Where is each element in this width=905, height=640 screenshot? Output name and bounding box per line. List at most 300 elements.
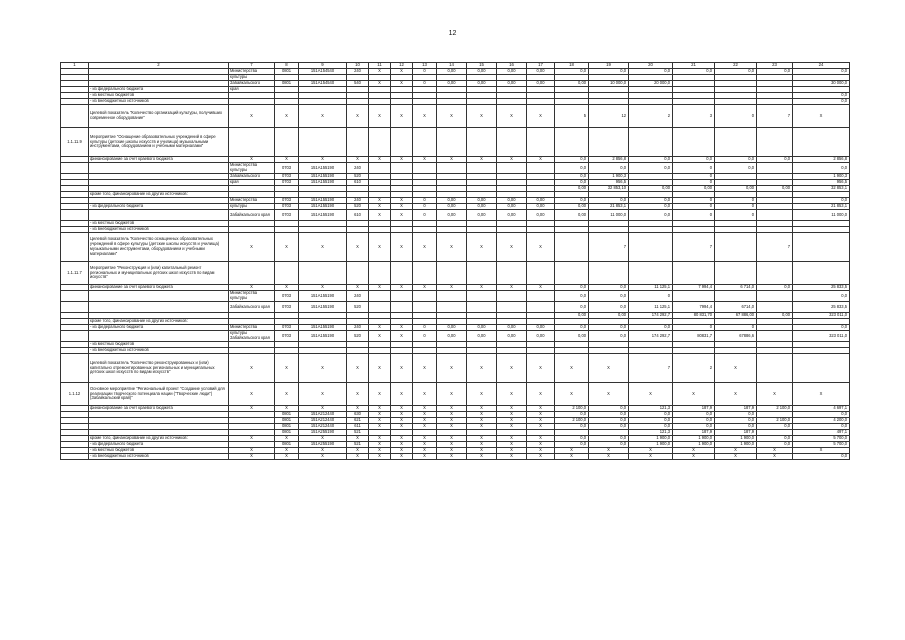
table-cell bbox=[497, 128, 527, 157]
table-cell bbox=[299, 262, 347, 285]
table-cell: 0,0 bbox=[589, 418, 629, 424]
table-cell: Х bbox=[437, 442, 467, 448]
column-header: 20 bbox=[629, 63, 673, 69]
table-cell: Х bbox=[629, 383, 673, 406]
table-cell: Х bbox=[369, 418, 391, 424]
table-cell: 0,0 bbox=[757, 436, 793, 442]
table-cell: 240 bbox=[347, 163, 369, 174]
table-cell: 0 bbox=[673, 198, 715, 204]
table-cell: Х bbox=[369, 198, 391, 204]
table-cell: Х bbox=[497, 406, 527, 412]
table-cell: Х bbox=[437, 233, 467, 262]
table-cell: 0,0 bbox=[555, 442, 589, 448]
table-cell: 7 bbox=[673, 233, 715, 262]
table-cell bbox=[757, 354, 793, 383]
table-cell bbox=[793, 354, 850, 383]
table-cell bbox=[61, 163, 89, 174]
table-cell: 0,0 bbox=[757, 285, 793, 291]
table-cell: 497,1 bbox=[793, 430, 850, 436]
table-cell: Х bbox=[437, 424, 467, 430]
table-cell: 151А155190 bbox=[299, 204, 347, 210]
table-cell: 0,0 bbox=[629, 424, 673, 430]
row-description-cell: финансирование за счет краевого бюджета bbox=[89, 406, 229, 412]
table-cell: 0,0 bbox=[589, 198, 629, 204]
table-cell: 151А155190 bbox=[299, 291, 347, 302]
table-cell: 0 bbox=[673, 180, 715, 186]
table-cell: Х bbox=[391, 285, 413, 291]
table-cell: 0,0 bbox=[793, 163, 850, 174]
table-cell bbox=[391, 262, 413, 285]
table-cell: Х bbox=[299, 354, 347, 383]
table-cell: Х bbox=[229, 105, 275, 128]
table-cell: Х bbox=[413, 354, 437, 383]
table-cell: Х bbox=[299, 454, 347, 460]
table-cell: Министерства культуры bbox=[229, 163, 275, 174]
table-cell bbox=[497, 291, 527, 302]
table-cell bbox=[61, 210, 89, 221]
table-cell: Министерства bbox=[229, 69, 275, 75]
table-cell: 25 833,5 bbox=[793, 302, 850, 313]
table-cell bbox=[369, 291, 391, 302]
table-cell: 151А155190 bbox=[299, 210, 347, 221]
table-cell: Х bbox=[229, 406, 275, 412]
table-cell bbox=[715, 262, 757, 285]
table-cell: Х bbox=[229, 383, 275, 406]
table-cell: Х bbox=[555, 454, 589, 460]
column-header: 18 bbox=[555, 63, 589, 69]
table-cell: Х bbox=[757, 454, 793, 460]
table-cell: Х bbox=[275, 233, 299, 262]
table-cell: 0 bbox=[715, 325, 757, 331]
table-cell: 1 900,0 bbox=[715, 442, 757, 448]
table-cell: Х bbox=[369, 424, 391, 430]
table-cell: Х bbox=[369, 81, 391, 87]
table-cell: 0,00 bbox=[497, 81, 527, 87]
column-header: 12 bbox=[391, 63, 413, 69]
table-cell bbox=[497, 302, 527, 313]
row-description-cell: - из местных бюджетов bbox=[89, 448, 229, 454]
table-cell: 7 bbox=[589, 233, 629, 262]
table-cell: Х bbox=[369, 285, 391, 291]
table-cell bbox=[715, 233, 757, 262]
table-cell: Х bbox=[527, 418, 555, 424]
table-cell bbox=[369, 128, 391, 157]
table-cell bbox=[555, 233, 589, 262]
table-cell: 1 900,0 bbox=[673, 436, 715, 442]
row-description-cell: - из местных бюджетов bbox=[89, 221, 229, 227]
table-cell: 20 000,0 bbox=[629, 81, 673, 87]
table-cell: 151А155190 bbox=[299, 163, 347, 174]
table-cell: 0,0 bbox=[673, 424, 715, 430]
table-cell: Х bbox=[391, 204, 413, 210]
table-cell: 0 bbox=[413, 204, 437, 210]
table-cell: 80831,7 bbox=[673, 331, 715, 342]
table-cell: Х bbox=[229, 436, 275, 442]
table-cell bbox=[229, 128, 275, 157]
table-cell bbox=[299, 128, 347, 157]
table-cell: 151А155190 bbox=[299, 325, 347, 331]
table-cell: 521 bbox=[347, 430, 369, 436]
table-cell: Х bbox=[391, 442, 413, 448]
table-cell bbox=[347, 262, 369, 285]
row-description-cell: Целевой показатель "Количество организаций культуры, получивших современное оборудование" bbox=[89, 105, 229, 128]
table-cell: Х bbox=[467, 285, 497, 291]
table-cell: Х bbox=[527, 233, 555, 262]
table-cell: Х bbox=[555, 383, 589, 406]
table-cell: 7994,4 bbox=[673, 302, 715, 313]
table-row bbox=[61, 233, 850, 262]
table-cell: 0,0 bbox=[793, 99, 850, 105]
table-cell: Х bbox=[391, 105, 413, 128]
table-cell bbox=[757, 291, 793, 302]
table-cell: 0,00 bbox=[555, 204, 589, 210]
row-description-cell: - из внебюджетных источников bbox=[89, 99, 229, 105]
table-cell: 151А155190 bbox=[299, 180, 347, 186]
table-cell: Х bbox=[347, 383, 369, 406]
table-cell: Х bbox=[413, 157, 437, 163]
table-cell: 0703 bbox=[275, 291, 299, 302]
table-row bbox=[61, 128, 850, 157]
table-cell: 0 bbox=[413, 198, 437, 204]
table-cell: 7 bbox=[757, 105, 793, 128]
table-cell bbox=[589, 128, 629, 157]
table-cell bbox=[61, 454, 89, 460]
table-cell bbox=[589, 262, 629, 285]
table-cell: Х bbox=[347, 285, 369, 291]
table-cell: 0,0 bbox=[629, 204, 673, 210]
table-cell: 0,0 bbox=[555, 69, 589, 75]
table-cell: Х bbox=[497, 442, 527, 448]
table-cell: 174 292,7 bbox=[629, 331, 673, 342]
table-cell: 0,0 bbox=[589, 163, 629, 174]
table-cell: 520 bbox=[347, 204, 369, 210]
table-cell: Х bbox=[589, 454, 629, 460]
table-cell: 0801 bbox=[275, 424, 299, 430]
table-cell: 151А255190 bbox=[299, 442, 347, 448]
table-cell: 0,0 bbox=[555, 163, 589, 174]
table-cell: 0,0 bbox=[589, 436, 629, 442]
table-cell: 7 994,4 bbox=[673, 285, 715, 291]
table-cell bbox=[757, 262, 793, 285]
table-cell: Х bbox=[369, 448, 391, 454]
row-description-cell: - из местных бюджетов bbox=[89, 342, 229, 348]
table-cell: 0 bbox=[629, 291, 673, 302]
table-cell: Х bbox=[299, 157, 347, 163]
table-cell: Х bbox=[467, 454, 497, 460]
table-cell: Х bbox=[369, 354, 391, 383]
table-cell: Х bbox=[275, 406, 299, 412]
table-cell: Х bbox=[391, 418, 413, 424]
table-cell: 0,00 bbox=[437, 331, 467, 342]
table-cell: Х bbox=[673, 448, 715, 454]
table-cell: Х bbox=[391, 69, 413, 75]
table-cell: 0,00 bbox=[589, 313, 629, 319]
table-cell bbox=[757, 210, 793, 221]
table-cell: 956,5 bbox=[589, 180, 629, 186]
table-cell: 0,00 bbox=[497, 325, 527, 331]
table-cell: 0,0 bbox=[673, 412, 715, 418]
table-cell: Х bbox=[467, 406, 497, 412]
table-cell: 0,0 bbox=[555, 174, 589, 180]
table-cell: 520 bbox=[347, 174, 369, 180]
table-cell bbox=[275, 128, 299, 157]
column-header: 11 bbox=[369, 63, 391, 69]
table-cell: Х bbox=[413, 424, 437, 430]
table-cell: Х bbox=[437, 418, 467, 424]
table-cell: 0,0 bbox=[589, 69, 629, 75]
table-cell: 2 100,0 bbox=[555, 406, 589, 412]
table-cell: Х bbox=[369, 157, 391, 163]
row-description-cell: финансирование за счет краевого бюджета bbox=[89, 285, 229, 291]
table-cell: 0,00 bbox=[497, 198, 527, 204]
table-cell: 0,00 bbox=[555, 331, 589, 342]
table-cell: 0,00 bbox=[437, 198, 467, 204]
table-cell: края bbox=[229, 87, 275, 93]
table-cell: Х bbox=[527, 285, 555, 291]
table-cell: 0801 bbox=[275, 430, 299, 436]
table-cell: Х bbox=[299, 448, 347, 454]
table-cell: Х bbox=[299, 105, 347, 128]
table-cell bbox=[347, 128, 369, 157]
table-cell: 0,0 bbox=[673, 418, 715, 424]
table-cell: 0,0 bbox=[793, 412, 850, 418]
table-cell: 1 900,0 bbox=[629, 436, 673, 442]
table-cell bbox=[391, 163, 413, 174]
table-cell: 0,00 bbox=[467, 198, 497, 204]
table-cell bbox=[467, 163, 497, 174]
table-cell: 0 bbox=[673, 163, 715, 174]
table-cell: 11 000,0 bbox=[793, 210, 850, 221]
table-cell: Х bbox=[467, 105, 497, 128]
table-cell bbox=[527, 302, 555, 313]
table-cell bbox=[527, 291, 555, 302]
table-cell: Х bbox=[497, 233, 527, 262]
table-cell: 0,0 bbox=[555, 302, 589, 313]
table-cell: 0,00 bbox=[527, 204, 555, 210]
table-cell: Х bbox=[299, 383, 347, 406]
table-cell: Х bbox=[391, 157, 413, 163]
table-cell: Х bbox=[369, 436, 391, 442]
table-cell: 151А212440 bbox=[299, 424, 347, 430]
table-cell: 0,0 bbox=[629, 412, 673, 418]
table-cell: 0,0 bbox=[757, 157, 793, 163]
table-cell: 0,0 bbox=[793, 69, 850, 75]
table-cell: 0801 bbox=[275, 418, 299, 424]
table-cell: Х bbox=[437, 412, 467, 418]
table-cell bbox=[61, 233, 89, 262]
table-cell bbox=[467, 128, 497, 157]
table-cell: 0 bbox=[673, 210, 715, 221]
table-cell: Забайкальского bbox=[229, 81, 275, 87]
table-cell: 0 bbox=[715, 210, 757, 221]
table-cell: Х bbox=[673, 454, 715, 460]
table-cell: 520 bbox=[347, 302, 369, 313]
table-cell: Х bbox=[629, 448, 673, 454]
table-cell: 1 900,3 bbox=[589, 174, 629, 180]
table-cell: Х bbox=[391, 412, 413, 418]
table-cell: 0,0 bbox=[589, 406, 629, 412]
table-cell: Х bbox=[369, 331, 391, 342]
table-cell: Х bbox=[347, 406, 369, 412]
table-cell: 0 bbox=[413, 69, 437, 75]
table-cell: 0 bbox=[715, 198, 757, 204]
table-row bbox=[61, 163, 850, 174]
table-cell bbox=[527, 128, 555, 157]
table-cell bbox=[391, 291, 413, 302]
row-description-cell bbox=[89, 302, 229, 313]
table-cell: Х bbox=[715, 354, 757, 383]
table-cell: Х bbox=[715, 448, 757, 454]
table-cell: Х bbox=[391, 354, 413, 383]
table-cell: 0,00 bbox=[467, 210, 497, 221]
table-cell bbox=[757, 331, 793, 342]
table-cell: 621 bbox=[347, 418, 369, 424]
table-cell: Х bbox=[437, 105, 467, 128]
table-cell: Х bbox=[467, 412, 497, 418]
table-cell: 11 125,1 bbox=[629, 302, 673, 313]
table-cell: 0703 bbox=[275, 325, 299, 331]
table-cell: Х bbox=[467, 354, 497, 383]
table-cell: Х bbox=[497, 285, 527, 291]
row-description-cell: Целевой показатель "Количество реконструированных и (или) капитально отремонтированных региональных и муниципальных детских школ искусств по видам искусств" bbox=[89, 354, 229, 383]
table-cell: 0,0 bbox=[629, 163, 673, 174]
table-cell: культуры Забайкальского края bbox=[229, 331, 275, 342]
table-cell: 323 011,0 bbox=[793, 313, 850, 319]
table-cell: 174 292,7 bbox=[629, 313, 673, 319]
table-cell: Х bbox=[413, 454, 437, 460]
table-cell: 0,00 bbox=[757, 313, 793, 319]
table-cell: Х bbox=[467, 448, 497, 454]
table-cell: Х bbox=[793, 383, 850, 406]
table-cell: 0,0 bbox=[629, 198, 673, 204]
table-cell: 0801 bbox=[275, 442, 299, 448]
table-cell: 0,00 bbox=[715, 186, 757, 192]
row-description-cell: кроме того, финансирование из других источников: bbox=[89, 319, 229, 325]
table-cell: Х bbox=[229, 157, 275, 163]
table-cell bbox=[715, 291, 757, 302]
table-cell: Х bbox=[413, 383, 437, 406]
table-cell bbox=[629, 233, 673, 262]
table-cell: 0,00 bbox=[757, 186, 793, 192]
table-cell: Забайкальского края bbox=[229, 302, 275, 313]
row-description-cell: Мероприятие "Реконструкция и (или) капитальный ремонт региональных и муниципальных детских школ искусств по видам искусств" bbox=[89, 262, 229, 285]
table-cell: Х bbox=[391, 198, 413, 204]
table-cell: 0,0 bbox=[757, 424, 793, 430]
table-cell: 0703 bbox=[275, 331, 299, 342]
table-cell: Х bbox=[413, 406, 437, 412]
table-cell: Х bbox=[369, 210, 391, 221]
table-cell: Забайкальского края bbox=[229, 210, 275, 221]
table-cell bbox=[275, 262, 299, 285]
table-cell: Х bbox=[527, 436, 555, 442]
table-cell: Х bbox=[413, 285, 437, 291]
table-cell: 0,00 bbox=[673, 186, 715, 192]
table-cell: 0,00 bbox=[437, 210, 467, 221]
table-cell bbox=[555, 128, 589, 157]
table-cell: 0703 bbox=[275, 174, 299, 180]
table-cell: 32 853,1 bbox=[793, 186, 850, 192]
table-cell: 240 bbox=[347, 325, 369, 331]
row-description-cell: финансирование за счет краевого бюджета bbox=[89, 157, 229, 163]
table-cell: Х bbox=[275, 383, 299, 406]
table-cell: 0,0 bbox=[793, 198, 850, 204]
table-cell: Х bbox=[369, 204, 391, 210]
table-cell: 0,0 bbox=[715, 163, 757, 174]
table-cell: Х bbox=[527, 424, 555, 430]
table-cell: 5 700,0 bbox=[793, 436, 850, 442]
table-cell bbox=[61, 331, 89, 342]
table-cell bbox=[555, 262, 589, 285]
table-cell: 2 bbox=[629, 105, 673, 128]
table-cell bbox=[673, 291, 715, 302]
table-cell: Х bbox=[437, 157, 467, 163]
row-description-cell: Основное мероприятие "Региональный проект "Создание условий для реализации творческого потенциала нации ("Творческие люди") (Забайкальский край)" bbox=[89, 383, 229, 406]
column-header: 14 bbox=[437, 63, 467, 69]
table-cell: Х bbox=[497, 383, 527, 406]
table-cell: Х bbox=[555, 448, 589, 454]
table-cell: 611 bbox=[347, 424, 369, 430]
table-cell: Х bbox=[497, 418, 527, 424]
table-cell: Х bbox=[369, 406, 391, 412]
column-header: 9 bbox=[299, 63, 347, 69]
table-cell: Х bbox=[275, 454, 299, 460]
table-cell: Х bbox=[715, 454, 757, 460]
table-cell: Х bbox=[467, 424, 497, 430]
table-cell: 1 900,0 bbox=[673, 442, 715, 448]
table-cell: 151А154540 bbox=[299, 69, 347, 75]
table-cell: 151А154540 bbox=[299, 81, 347, 87]
table-cell: Х bbox=[347, 105, 369, 128]
table-cell: 0,0 bbox=[793, 325, 850, 331]
table-cell: Х bbox=[413, 418, 437, 424]
table-cell: 0,00 bbox=[555, 313, 589, 319]
row-description-cell: кроме того, финансирование из других источников: bbox=[89, 192, 229, 198]
table-cell bbox=[793, 262, 850, 285]
table-cell: Х bbox=[299, 285, 347, 291]
table-cell bbox=[629, 262, 673, 285]
table-cell: Х bbox=[229, 233, 275, 262]
table-cell: 0,00 bbox=[497, 210, 527, 221]
table-cell: Х bbox=[391, 331, 413, 342]
column-header: 7 bbox=[229, 63, 275, 69]
table-cell: Х bbox=[391, 383, 413, 406]
table-cell: 0,0 bbox=[793, 291, 850, 302]
table-cell: 0,00 bbox=[437, 325, 467, 331]
table-cell: 12 bbox=[589, 105, 629, 128]
table-cell: 0703 bbox=[275, 210, 299, 221]
table-cell: Х bbox=[347, 448, 369, 454]
table-cell: Х bbox=[413, 105, 437, 128]
table-cell: Х bbox=[527, 454, 555, 460]
table-cell: 25 833,5 bbox=[793, 285, 850, 291]
table-cell: Х bbox=[589, 448, 629, 454]
row-description-cell: кроме того, финансирование из других источников: bbox=[89, 436, 229, 442]
row-description-cell bbox=[89, 291, 229, 302]
table-cell bbox=[497, 262, 527, 285]
table-cell bbox=[715, 128, 757, 157]
page-number: 12 bbox=[448, 30, 457, 37]
table-cell: Х bbox=[391, 454, 413, 460]
table-cell: 0801 bbox=[275, 69, 299, 75]
table-cell: 151А155190 bbox=[299, 174, 347, 180]
table-cell: Х bbox=[275, 105, 299, 128]
table-cell: Х bbox=[413, 233, 437, 262]
column-header: 15 bbox=[467, 63, 497, 69]
table-cell: Х bbox=[497, 354, 527, 383]
table-cell bbox=[437, 302, 467, 313]
table-cell: 121,3 bbox=[629, 406, 673, 412]
table-cell: Х bbox=[369, 383, 391, 406]
